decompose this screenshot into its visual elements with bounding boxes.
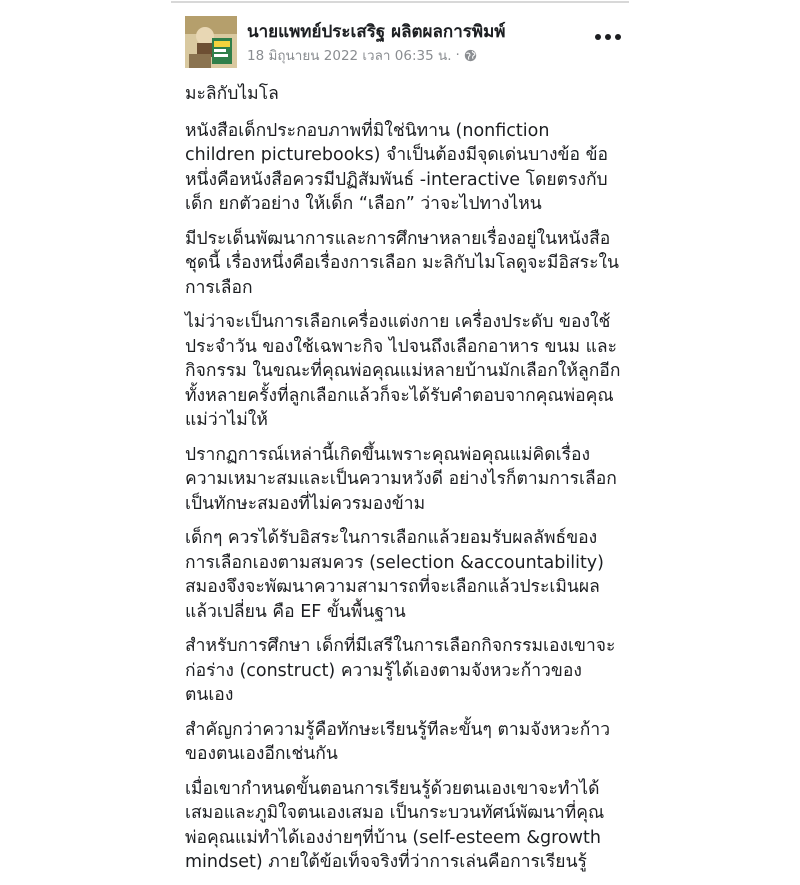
post-paragraph: เมื่อเขากำหนดขั้นตอนการเรียนรู้ด้วยตนเองเขาจะทำได้เสมอและภูมิใจตนเองเสมอ เป็นกระบวนทัศน์พัฒนาที่คุณพ่อคุณแม่ทำได้เองง่ายๆที่บ้าน (self-esteem &growth mindset) ภายใต้ข้อเท็จจริงที่ว่าการเล่นคือการเรียนรู้ <box>185 778 605 872</box>
post-paragraph: เด็กๆ ควรได้รับอิสระในการเลือกแล้วยอมรับผลลัพธ์ของการเลือกเองตามสมควร (selection &accountability) สมองจึงจะพัฒนาความสามารถที่จะเลือกแล้วประเมินผลแล้วเปลี่ยน คือ EF ขั้นพื้นฐาน <box>185 528 604 622</box>
meta-separator: · <box>455 47 460 63</box>
post-timestamp[interactable]: 18 มิถุนายน 2022 เวลา 06:35 น. <box>247 48 452 64</box>
post-paragraph: มีประเด็นพัฒนาการและการศึกษาหลายเรื่องอยู่ในหนังสือชุดนี้ เรื่องหนึ่งคือเรื่องการเลือก มะลิกับไมโลดูจะมีอิสระในการเลือก <box>185 228 619 298</box>
post-paragraph: หนังสือเด็กประกอบภาพที่มิใช่นิทาน (nonfiction children picturebooks) จำเป็นต้องมีจุดเด่นบางข้อ ข้อหนึ่งคือหนังสือควรมีปฏิสัมพันธ์ -interactive โดยตรงกับเด็ก ยกตัวอย่าง ให้เด็ก “เลือก” ว่าจะไปทางไหน <box>185 120 609 214</box>
author-name[interactable]: นายแพทย์ประเสริฐ ผลิตผลการพิมพ์ <box>247 22 506 42</box>
avatar-image <box>185 16 237 68</box>
post-paragraph: สำหรับการศึกษา เด็กที่มีเสรีในการเลือกกิจกรรมเองเขาจะก่อร่าง (construct) ความรู้ได้เองตามจังหวะก้าวของตนเอง <box>185 636 616 705</box>
post-card <box>171 0 629 872</box>
post-paragraph: ไม่ว่าจะเป็นการเลือกเครื่องแต่งกาย เครื่องประดับ ของใช้ประจำวัน ของใช้เฉพาะกิจ ไปจนถึงเลือกอาหาร ขนม และกิจกรรม ในขณะที่คุณพ่อคุณแม่หลายบ้านมักเลือกให้ลูกอีกทั้งหลายครั้งที่ลูกเลือกแล้วก็จะได้รับคำตอบจากคุณพ่อคุณแม่ว่าไม่ให้ <box>185 312 621 430</box>
post-paragraph: ปรากฏการณ์เหล่านี้เกิดขึ้นเพราะคุณพ่อคุณแม่คิดเรื่องความเหมาะสมและเป็นความหวังดี อย่างไรก็ตามการเลือกเป็นทักษะสมองที่ไม่ควรมองข้าม <box>185 444 617 514</box>
post-paragraph: สำคัญกว่าความรู้คือทักษะเรียนรู้ทีละขั้นๆ ตามจังหวะก้าวของตนเองอีกเช่นกัน <box>185 719 611 764</box>
post-paragraph: มะลิกับไมโล <box>185 84 279 104</box>
post-body <box>185 82 623 885</box>
author-avatar[interactable] <box>185 16 237 68</box>
post-meta <box>247 44 477 66</box>
top-divider <box>171 1 629 3</box>
more-options-icon[interactable] <box>595 32 621 42</box>
globe-icon[interactable] <box>464 49 477 62</box>
